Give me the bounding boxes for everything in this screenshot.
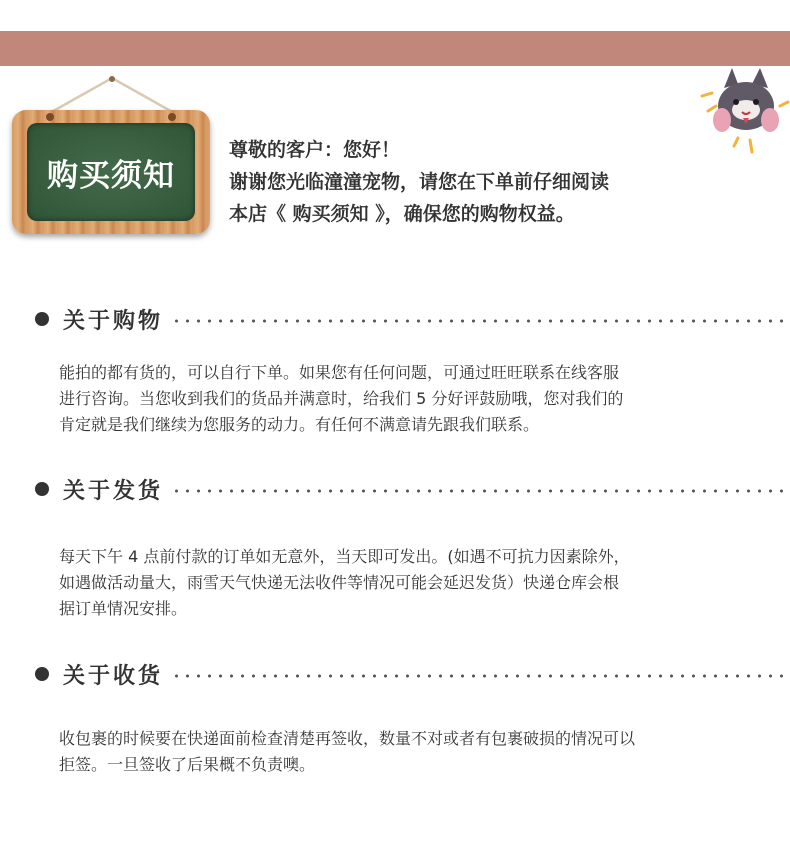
- dotted-divider: [171, 674, 785, 678]
- body-line: 肯定就是我们继续为您服务的动力。有任何不满意请先跟我们联系。: [59, 415, 540, 434]
- nail-icon: [168, 113, 176, 121]
- body-line: 每天下午 4 点前付款的订单如无意外，当天即可发出。(如遇不可抗力因素除外，: [59, 547, 630, 566]
- section-body-shopping: [59, 360, 779, 438]
- nail-icon: [46, 113, 54, 121]
- section-title: 关于发货: [63, 478, 164, 504]
- bullet-icon: [35, 312, 49, 326]
- body-line: 能拍的都有货的，可以自行下单。如果您有任何问题，可通过旺旺联系在线客服: [59, 363, 620, 382]
- intro-text: [229, 134, 609, 230]
- body-line: 拒签。一旦签收了后果概不负责噢。: [59, 755, 316, 774]
- sign-wood-frame: [12, 110, 210, 234]
- body-line: 收包裹的时候要在快递面前检查清楚再签收，数量不对或者有包裹破损的情况可以: [59, 729, 636, 748]
- intro-line: 本店《 购买须知 》，确保您的购物权益。: [229, 203, 575, 225]
- body-line: 如遇做活动量大，雨雪天气快递无法收件等情况可能会延迟发货）快递仓库会根: [59, 573, 620, 592]
- section-heading-shipping: [35, 474, 785, 504]
- bullet-icon: [35, 482, 49, 496]
- cat-mascot-icon: [694, 66, 790, 158]
- section-body-shipping: [59, 544, 779, 622]
- dotted-divider: [171, 489, 785, 493]
- sign-chalkboard: [27, 123, 195, 221]
- bullet-icon: [35, 667, 49, 681]
- sign-title: 购买须知: [47, 157, 175, 194]
- intro-line: 尊敬的客户：您好！: [229, 139, 401, 161]
- dotted-divider: [171, 319, 785, 323]
- section-body-receiving: [59, 726, 779, 778]
- intro-line: 谢谢您光临潼潼宠物，请您在下单前仔细阅读: [229, 171, 610, 193]
- body-line: 进行咨询。当您收到我们的货品并满意时，给我们 5 分好评鼓励哦，您对我们的: [59, 389, 624, 408]
- body-line: 据订单情况安排。: [59, 599, 188, 618]
- top-color-band: [0, 31, 790, 66]
- purchase-notice-sign: [10, 76, 214, 242]
- section-title: 关于收货: [63, 663, 164, 689]
- section-heading-shopping: [35, 304, 785, 334]
- section-heading-receiving: [35, 659, 785, 689]
- section-title: 关于购物: [63, 308, 164, 334]
